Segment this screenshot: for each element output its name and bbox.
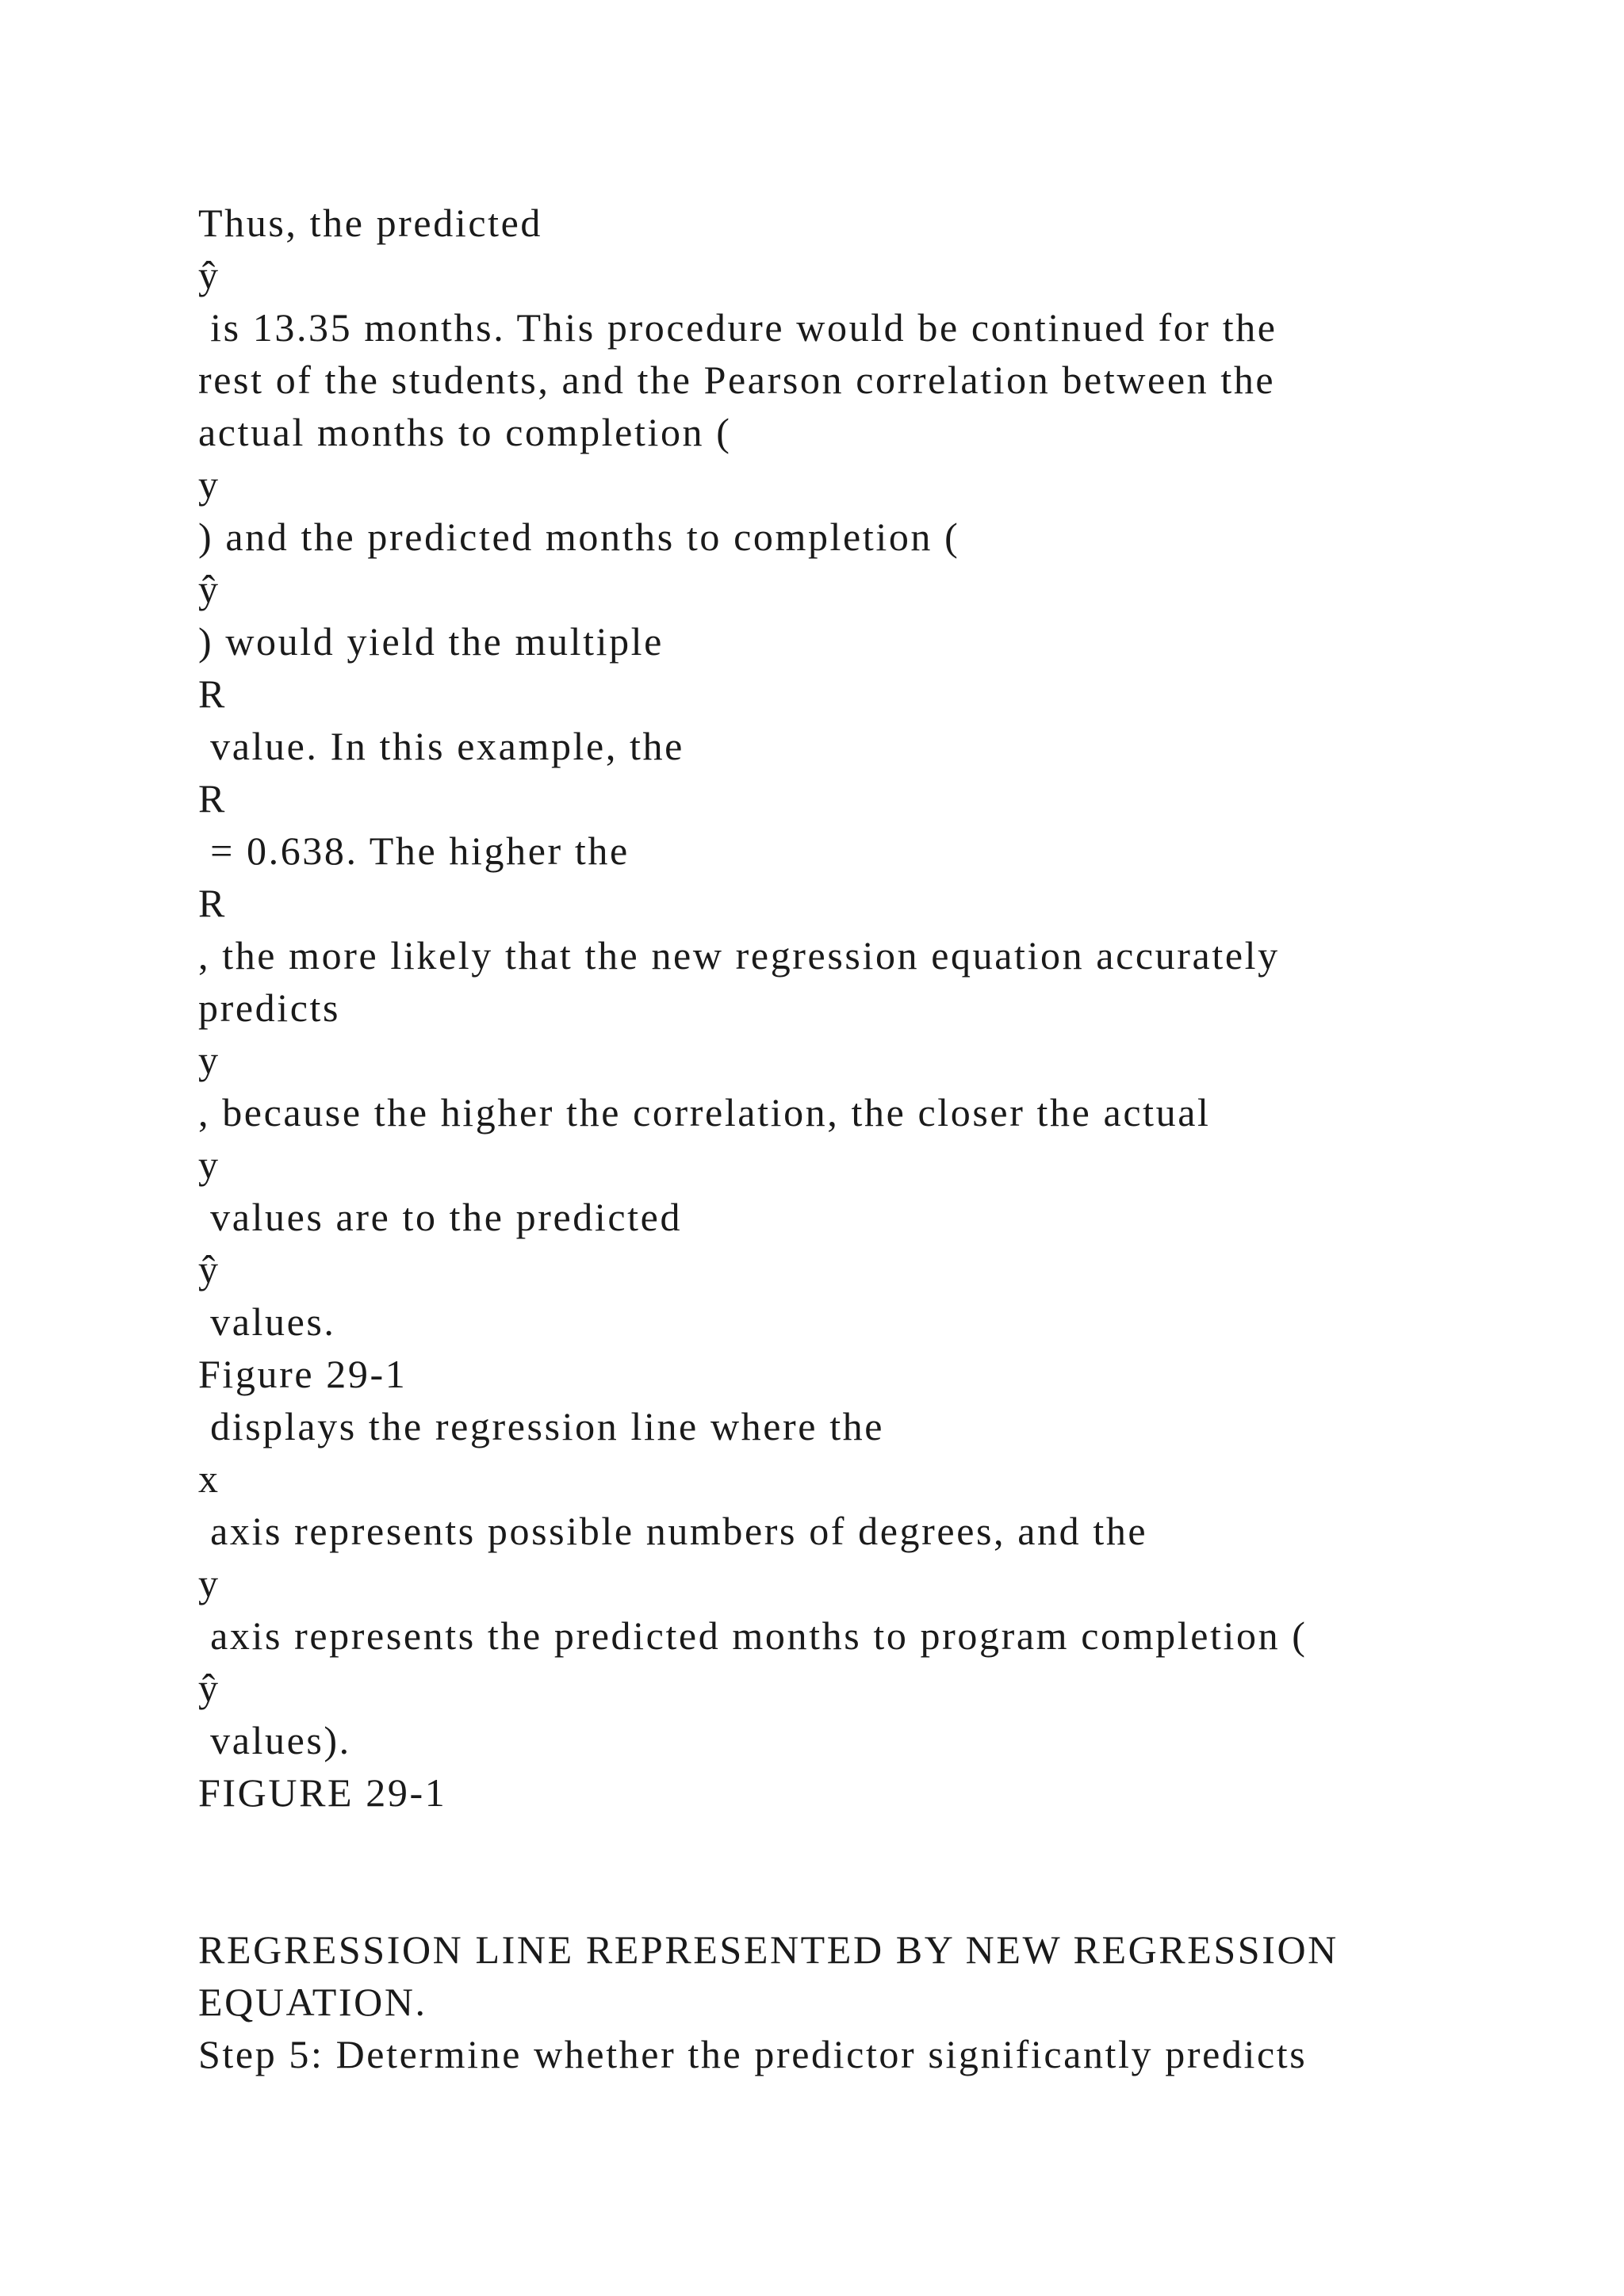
figure-placeholder [198,1871,1507,1923]
figure-placeholder [198,1819,1507,1871]
text-line: ŷ [198,567,220,611]
text-line: , the more likely that the new regression equation accurately [198,933,1280,978]
text-line: ŷ [198,1247,220,1292]
figure-reference: Figure 29-1 [198,1352,408,1396]
text-line: ŷ [198,1666,220,1710]
text-line: axis represents possible numbers of degrees, and the [198,1509,1148,1553]
text-line: predicts [198,985,341,1030]
text-line: R [198,776,227,821]
text-line: = 0.638. The higher the [198,828,630,873]
text-line: x [198,1456,220,1501]
text-line: value. In this example, the [198,724,684,768]
text-line: values. [198,1299,336,1344]
figure-caption-line: EQUATION. [198,1980,427,2024]
text-line: values are to the predicted [198,1195,683,1239]
figure-label: FIGURE 29-1 [198,1770,447,1815]
text-line: ) and the predicted months to completion ( [198,515,960,559]
text-line: , because the higher the correlation, the closer the actual [198,1090,1211,1135]
document-body [198,197,1507,2080]
text-line: axis represents the predicted months to program completion ( [198,1613,1308,1658]
text-line: displays the regression line where the [198,1404,885,1448]
text-line: rest of the students, and the Pearson correlation between the [198,358,1276,402]
text-line: actual months to completion ( [198,410,732,454]
text-line: y [198,1561,220,1605]
text-line: y [198,1142,220,1187]
text-line: R [198,881,227,925]
text-line: y [198,462,220,507]
text-line: ŷ [198,253,220,297]
step-heading: Step 5: Determine whether the predictor significantly predicts [198,2032,1308,2076]
text-line: is 13.35 months. This procedure would be continued for the [198,305,1277,350]
figure-caption-line: REGRESSION LINE REPRESENTED BY NEW REGRESSION [198,1927,1339,1972]
text-line: Thus, the predicted [198,201,542,245]
text-line: R [198,672,227,716]
text-line: y [198,1038,220,1082]
text-line: ) would yield the multiple [198,619,664,664]
text-line: values). [198,1718,351,1762]
